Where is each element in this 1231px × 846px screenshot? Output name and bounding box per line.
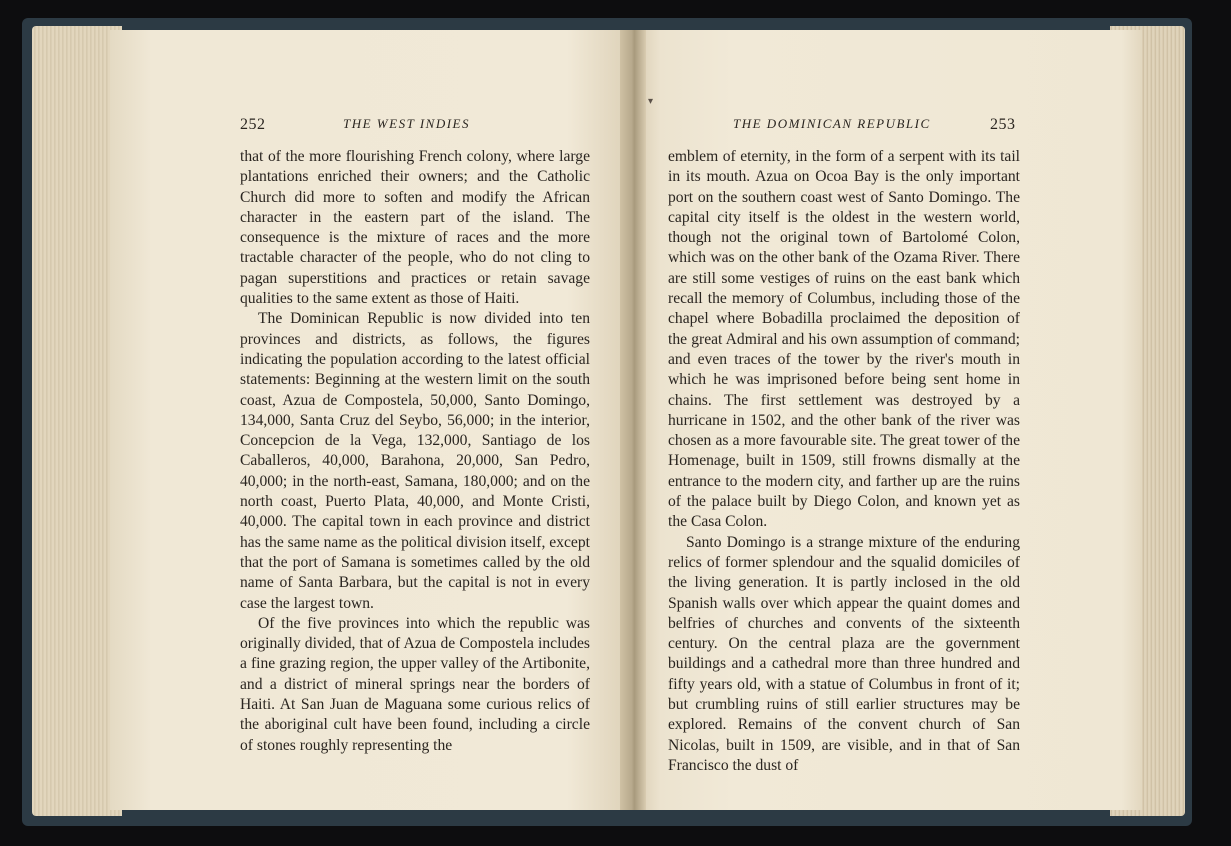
running-head-title: THE DOMINICAN REPUBLIC <box>733 116 931 131</box>
paragraph: emblem of eternity, in the form of a serpent with its tail in its mouth. Azua on Ocoa Bay is the only important port on the southern coast west of Santo Domingo. The capital city itself is the oldest in the western world, though not the original town of Bartolomé Colon, which was on the other bank of the Ozama River. There are still some vestiges of ruins on the east bank which recall the memory of Columbus, including those of the chapel where Bobadilla proclaimed the deposition of the great Admiral and his own assumption of command; and even traces of the tower by the river's mouth in which he was imprisoned before being sent home in chains. The first settlement was destroyed by a hurricane in 1502, and the other bank of the river was chosen as a more favourable site. The great tower of the Homenage, built in 1509, still frowns dismally at the entrance to the modern city, and farther up are the ruins of the palace built by Diego Colon, and known yet as the Casa Colon. <box>668 148 1020 531</box>
right-page-text <box>668 147 1020 776</box>
page-number: 252 <box>240 116 266 133</box>
left-page-text <box>240 147 590 756</box>
page-number: 253 <box>990 116 1016 133</box>
right-running-head <box>733 116 931 133</box>
paragraph: The Dominican Republic is now divided into ten provinces and districts, as follows, the figures indicating the population according to the latest official statements: Beginning at the western limit on the south coast, Azua de Compostela, 50,000, Santo Domingo, 134,000, Santa Cruz del Seybo, 56,000; in the interior, Concepcion de la Vega, 132,000, Santiago de los Caballeros, 40,000, Barahona, 20,000, San Pedro, 40,000; in the north-east, Samana, 180,000; and on the north coast, Puerto Plata, 40,000, and Monte Cristi, 40,000. The capital town in each province and district has the same name as the political division itself, except that the port of Samana is sometimes called by the old name of Santa Barbara, but the capital is not in every case the largest town. <box>240 310 590 612</box>
running-head-title: THE WEST INDIES <box>343 116 470 131</box>
book-gutter <box>620 30 646 810</box>
left-running-head <box>343 116 470 133</box>
ink-speck: ▾ <box>648 96 654 107</box>
paragraph: that of the more flourishing French colony, where large plantations enriched their owners; and the Catholic Church did more to soften and modify the African character in the eastern part of the island. The consequence is the mixture of races and the more tractable character of the people, who do not cling to pagan superstitions and practices or retain savage qualities to the same extent as those of Haiti. <box>240 148 590 308</box>
paragraph: Of the five provinces into which the republic was originally divided, that of Azua de Compostela includes a fine grazing region, the upper valley of the Artibonite, and a district of mineral springs near the borders of Haiti. At San Juan de Maguana some curious relics of the aboriginal cult have been found, including a circle of stones roughly representing the <box>240 614 590 754</box>
paragraph: Santo Domingo is a strange mixture of the enduring relics of former splendour and the squalid domiciles of the living generation. It is partly inclosed in the old Spanish walls over which appear the quaint domes and belfries of churches and convents of the sixteenth century. On the central plaza are the government buildings and a cathedral more than three hundred and fifty years old, with a statue of Columbus in front of it; but crumbling ruins of still earlier structures may be explored. Remains of the convent church of San Nicolas, built in 1509, are visible, and in that of San Francisco the dust of <box>668 533 1020 774</box>
left-page-edges <box>32 26 122 816</box>
right-page-number <box>990 116 1016 134</box>
left-page-number <box>240 116 266 134</box>
